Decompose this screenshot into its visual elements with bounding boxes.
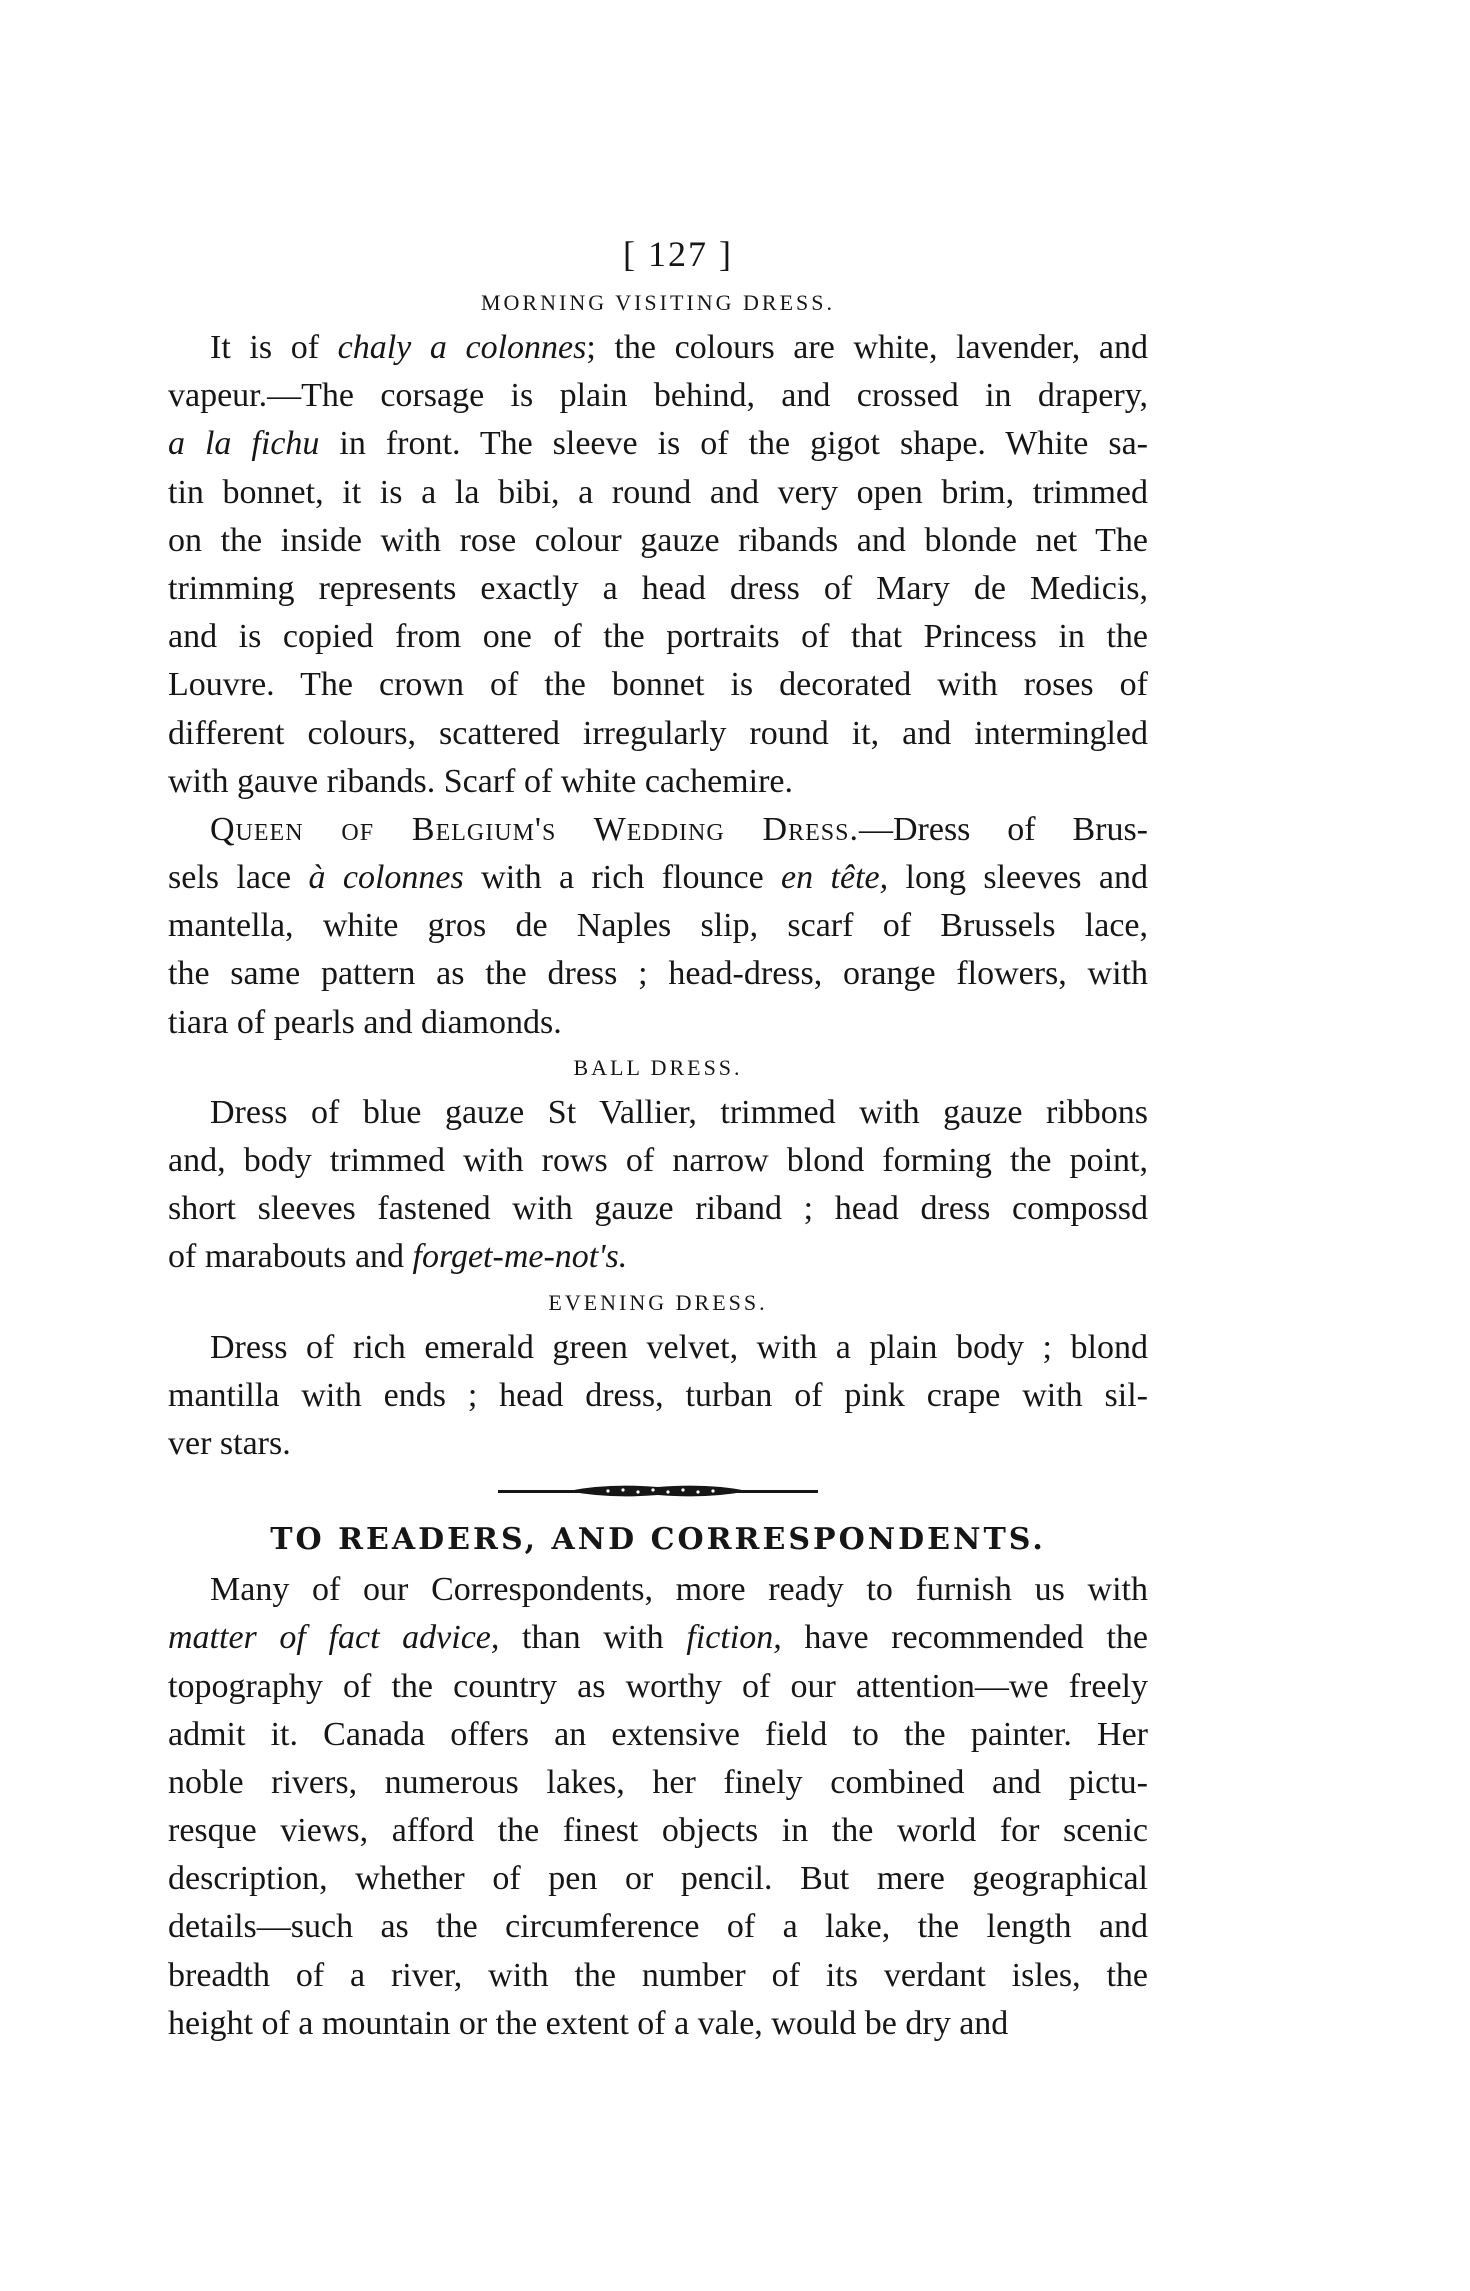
text-line (168, 1137, 1148, 1185)
text-run: of marabouts and (168, 1238, 413, 1276)
text-run: vapeur.—The corsage is plain behind, and crossed in drapery, (168, 377, 1148, 415)
text-run: mantilla with ends ; head dress, turban of pink crape with sil- (168, 1376, 1148, 1414)
text-run: noble rivers, numerous lakes, her finely combined and pictu- (168, 1763, 1148, 1801)
text-line (168, 1759, 1148, 1807)
text-run: mantella, white gros de Naples slip, scarf of Brussels lace, (168, 907, 1148, 945)
text-run: trimming represents exactly a head dress of Mary de Medicis, (168, 569, 1148, 607)
text-line (168, 758, 1148, 806)
text-line (168, 1185, 1148, 1233)
text-line (168, 1903, 1148, 1951)
text-line (168, 999, 1148, 1047)
text-run: —Dress of Brus- (858, 810, 1148, 848)
text-line (168, 1324, 1148, 1372)
text-line (168, 1233, 1148, 1281)
text-run: and, body trimmed with rows of narrow blond forming the point, (168, 1142, 1148, 1179)
text-line (168, 613, 1148, 661)
text-run: resque views, afford the finest objects in the world for scenic (168, 1812, 1148, 1850)
text-run: details—such as the circumference of a lake, the length and (168, 1908, 1148, 1946)
text-line (168, 1614, 1148, 1662)
text-run: admit it. Canada offers an extensive field to the painter. Her (168, 1715, 1148, 1753)
text-run: different colours, scattered irregularly round it, and intermingled (168, 714, 1148, 752)
text-run: with a rich flounce (463, 859, 782, 897)
text-run: and is copied from one of the portraits of that Princess in the (168, 618, 1148, 656)
text-line (168, 1420, 1148, 1468)
text-line (168, 661, 1148, 709)
text-run: description, whether of pen or pencil. But mere geographical (168, 1860, 1148, 1898)
text-run: on the inside with rose colour gauze ribands and blonde net The (168, 521, 1148, 559)
queen-wedding-dress-paragraph (168, 806, 1148, 1047)
text-line (168, 1372, 1148, 1420)
text-run: tiara of pearls and diamonds. (168, 1003, 562, 1041)
text-run: matter of fact advice, (168, 1619, 500, 1657)
text-run: Dress of rich emerald green velvet, with a plain body ; blond (210, 1328, 1148, 1366)
text-run: the same pattern as the dress ; head-dress, orange flowers, with (168, 955, 1148, 993)
text-run: ver stars. (168, 1424, 291, 1462)
morning-visiting-dress-paragraph (168, 324, 1148, 806)
text-run: It is of (210, 329, 338, 366)
text-line (168, 372, 1148, 420)
text-line (168, 2000, 1148, 2048)
text-run: ; the colours are white, lavender, and (586, 329, 1148, 366)
text-run: a la fichu (168, 425, 320, 463)
text-line (168, 1807, 1148, 1855)
text-line (168, 517, 1148, 565)
text-line (168, 1952, 1148, 2000)
page-number: [ 127 ] (623, 234, 733, 274)
text-run: with gauve ribands. Scarf of white cachemire. (168, 762, 793, 800)
text-run: Dress of blue gauze St Vallier, trimmed with gauze ribbons (210, 1093, 1148, 1131)
text-run: Many of our Correspondents, more ready to furnish us with (210, 1571, 1148, 1609)
ornamental-divider (168, 1468, 1148, 1514)
ball-dress-paragraph (168, 1089, 1148, 1282)
readers-correspondents-paragraph (168, 1566, 1148, 2048)
text-run: have recommended the (781, 1619, 1148, 1657)
text-line (168, 806, 1148, 854)
text-run: Louvre. The crown of the bonnet is decorated with roses of (168, 666, 1148, 704)
ornamental-rule-icon (498, 1483, 818, 1499)
text-run: fiction, (686, 1619, 782, 1657)
text-run: long sleeves and (888, 859, 1148, 897)
evening-dress-heading: EVENING DRESS. (548, 1289, 768, 1315)
text-run: in front. The sleeve is of the gigot shape. White sa- (319, 425, 1148, 463)
text-line (168, 1711, 1148, 1759)
text-run: height of a mountain or the extent of a vale, would be dry and (168, 2004, 1009, 2042)
text-run: short sleeves fastened with gauze riband ; head dress compossd (168, 1190, 1148, 1228)
text-line (168, 1566, 1148, 1614)
ball-dress-heading: BALL DRESS. (573, 1054, 743, 1080)
text-line (168, 565, 1148, 613)
text-run: forget-me-not's. (412, 1238, 628, 1276)
morning-visiting-dress-heading: MORNING VISITING DRESS. (480, 290, 835, 315)
text-line (168, 950, 1148, 998)
text-run: à colonnes (308, 859, 464, 897)
text-run: than with (499, 1619, 687, 1657)
text-run: sels lace (168, 859, 309, 897)
text-run: breadth of a river, with the number of its verdant isles, the (168, 1956, 1148, 1994)
text-line (168, 1855, 1148, 1903)
text-run: topography of the country as worthy of our attention—we freely (168, 1667, 1148, 1705)
text-line (168, 469, 1148, 517)
readers-correspondents-heading: TO READERS, AND CORRESPONDENTS. (270, 1522, 1046, 1558)
text-run: en tête, (781, 859, 889, 897)
text-line (168, 854, 1148, 902)
text-run: tin bonnet, it is a la bibi, a round and very open brim, trimmed (168, 473, 1148, 511)
text-line (168, 902, 1148, 950)
text-run: chaly a colonnes (337, 329, 587, 366)
inline-title: Queen of Belgium's Wedding Dress. (210, 810, 859, 848)
text-line (168, 420, 1148, 468)
text-line (168, 1089, 1148, 1137)
evening-dress-paragraph (168, 1324, 1148, 1469)
text-line (168, 1663, 1148, 1711)
text-line (168, 710, 1148, 758)
text-line (168, 324, 1148, 372)
page-body (168, 226, 1148, 2048)
